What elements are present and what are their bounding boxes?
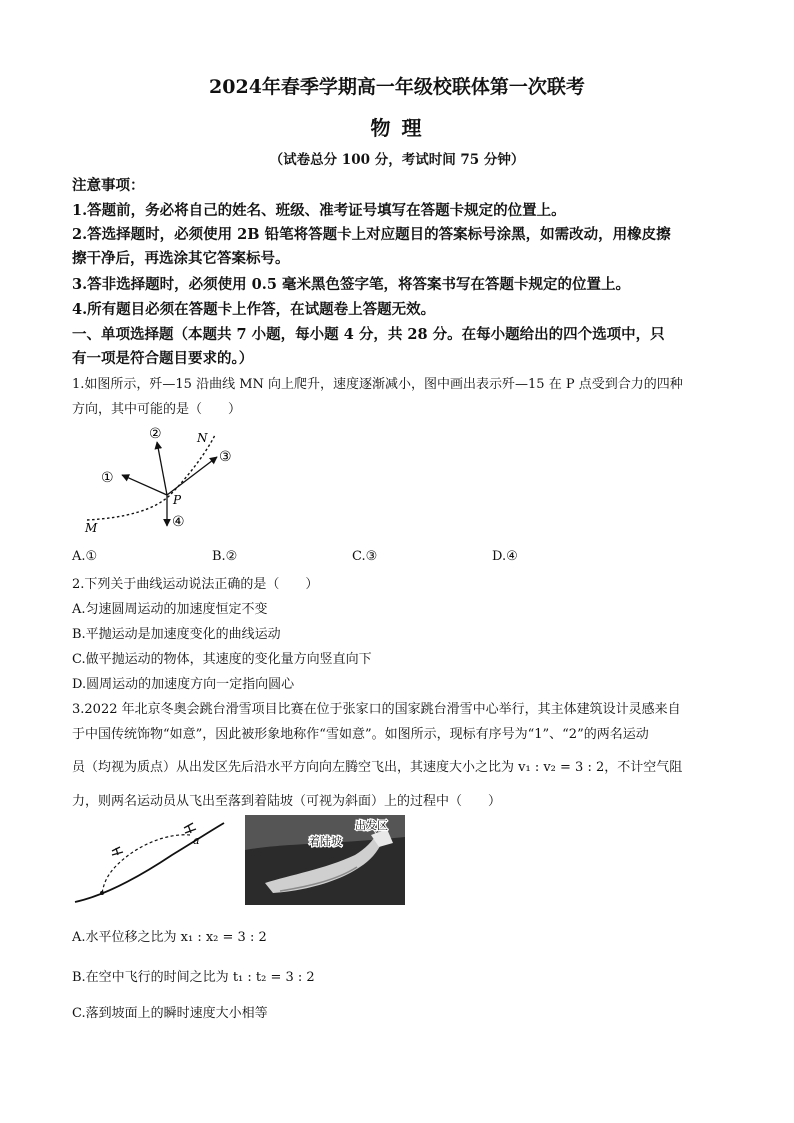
arrow-2 bbox=[157, 442, 167, 495]
slope-curve bbox=[75, 823, 224, 902]
skier-2-icon bbox=[112, 847, 123, 855]
q1-option-a[interactable]: A.① bbox=[72, 549, 98, 564]
notes-heading: 注意事项： bbox=[72, 177, 145, 194]
skier-1-icon bbox=[184, 823, 196, 833]
q2-option-d[interactable]: D.圆周运动的加速度方向一定指向圆心 bbox=[72, 677, 295, 692]
label-arrow-1: ① bbox=[101, 470, 114, 486]
subject-title: 物 理 bbox=[370, 116, 424, 140]
notes-item-2-line-1: 2.答选择题时，必须使用 2B 铅笔将答题卡上对应题目的答案标号涂黑，如需改动，用橡皮擦 bbox=[72, 226, 671, 243]
photo-label-start: 出发区 bbox=[355, 819, 388, 832]
q3-stem-line-4: 力，则两名运动员从飞出至落到着陆坡（可视为斜面）上的过程中（ ） bbox=[72, 794, 502, 809]
notes-item-3: 3.答非选择题时，必须使用 0.5 毫米黑色签字笔，将答案书写在答题卡规定的位置上。 bbox=[72, 276, 630, 293]
q2-option-b[interactable]: B.平抛运动是加速度变化的曲线运动 bbox=[72, 627, 281, 642]
label-arrow-3: ③ bbox=[219, 449, 232, 465]
q3-trajectory-diagram bbox=[72, 815, 232, 907]
q1-option-b[interactable]: B.② bbox=[212, 549, 238, 564]
label-arrow-4: ④ bbox=[172, 514, 185, 530]
q3-venue-photo bbox=[245, 815, 405, 905]
q1-stem-line-1: 1.如图所示，歼—15 沿曲线 MN 向上爬升，速度逐渐减小，图中画出表示歼—15 在 P 点受到合力的四种 bbox=[72, 377, 683, 392]
notes-item-2-line-2: 擦干净后，再选涂其它答案标号。 bbox=[72, 250, 290, 267]
q1-option-c[interactable]: C.③ bbox=[352, 549, 378, 564]
q1-stem-line-2: 方向，其中可能的是（ ） bbox=[72, 402, 242, 417]
q2-option-c[interactable]: C.做平抛运动的物体，其速度的变化量方向竖直向下 bbox=[72, 652, 372, 667]
label-p: P bbox=[173, 493, 182, 507]
trajectory bbox=[102, 835, 190, 893]
notes-item-4: 4.所有题目必须在答题卡上作答，在试题卷上答题无效。 bbox=[72, 301, 436, 318]
q3-option-a[interactable]: A.水平位移之比为 x₁ : x₂ = 3 : 2 bbox=[72, 930, 267, 945]
arrow-1 bbox=[122, 475, 167, 495]
q1-option-d[interactable]: D.④ bbox=[492, 549, 518, 564]
exam-title: 2024年春季学期高一年级校联体第一次联考 bbox=[209, 76, 585, 98]
label-n: N bbox=[197, 431, 208, 445]
q2-option-a[interactable]: A.匀速圆周运动的加速度恒定不变 bbox=[72, 602, 268, 617]
section-1-heading-line-1: 一、单项选择题（本题共 7 小题，每小题 4 分，共 28 分。在每小题给出的四个选项中，只 bbox=[72, 326, 665, 343]
q3-option-b[interactable]: B.在空中飞行的时间之比为 t₁ : t₂ = 3 : 2 bbox=[72, 970, 315, 985]
label-arrow-2: ② bbox=[149, 426, 162, 442]
q3-option-c[interactable]: C.落到坡面上的瞬时速度大小相等 bbox=[72, 1006, 268, 1021]
q3-stem-line-1: 3.2022 年北京冬奥会跳台滑雪项目比赛在位于张家口的国家跳台滑雪中心举行，其主体建筑设计灵感来自 bbox=[72, 702, 681, 717]
label-m: M bbox=[85, 521, 98, 535]
label-a: a bbox=[193, 834, 200, 847]
q3-stem-line-2: 于中国传统饰物“如意”，因此被形象地称作“雪如意”。如图所示，现标有序号为“1”、“2”的两名运动 bbox=[72, 727, 649, 742]
q1-force-diagram bbox=[75, 420, 255, 535]
arrow-3 bbox=[167, 457, 217, 495]
photo-label-slope: 着陆坡 bbox=[309, 835, 342, 848]
q3-stem-line-3: 员（均视为质点）从出发区先后沿水平方向向左腾空飞出，其速度大小之比为 v₁ : v₂ = 3 : 2，不计空气阻 bbox=[72, 760, 683, 775]
notes-item-1: 1.答题前，务必将自己的姓名、班级、准考证号填写在答题卡规定的位置上。 bbox=[72, 202, 566, 219]
exam-info: （试卷总分 100 分，考试时间 75 分钟） bbox=[269, 152, 525, 168]
q2-stem: 2.下列关于曲线运动说法正确的是（ ） bbox=[72, 577, 319, 592]
section-1-heading-line-2: 有一项是符合题目要求的。） bbox=[72, 350, 254, 367]
